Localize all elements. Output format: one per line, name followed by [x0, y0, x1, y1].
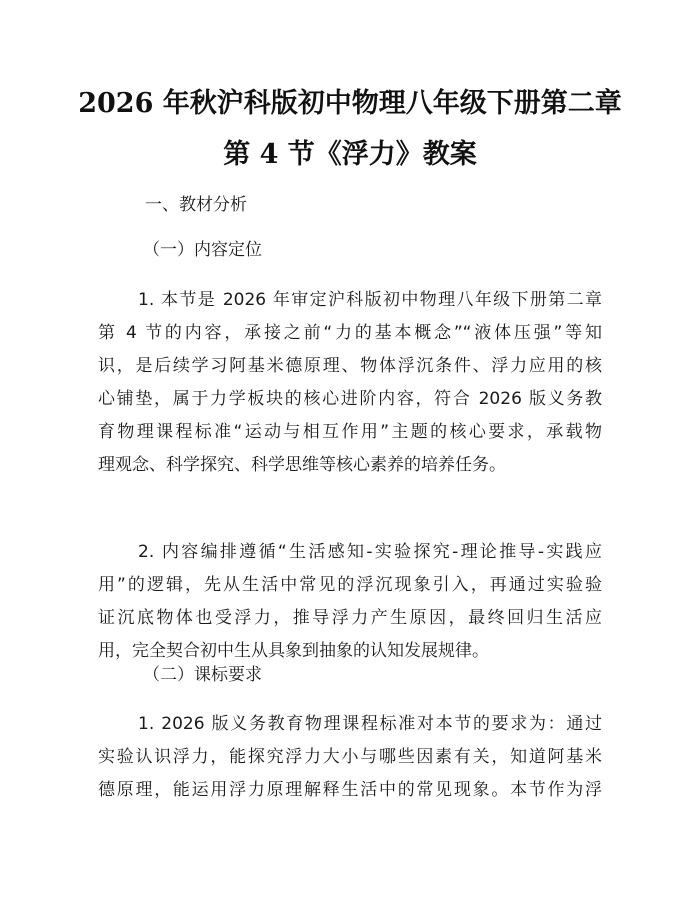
paragraph-line: 用，完全契合初中生从具象到抽象的认知发展规律。	[98, 641, 489, 661]
paragraph-line: 德原理，能运用浮力原理解释生活中的常见现象。本节作为浮	[98, 780, 602, 800]
paragraph-line: 用”的逻辑，先从生活中常见的浮沉现象引入，再通过实验验	[98, 575, 602, 595]
paragraph-line: 第 4 节的内容，承接之前“力的基本概念”“液体压强”等知	[98, 323, 602, 343]
paragraph-line: 实验认识浮力，能探究浮力大小与哪些因素有关，知道阿基米	[98, 747, 602, 767]
paragraph-line: 心铺垫，属于力学板块的核心进阶内容，符合 2026 版义务教	[98, 389, 602, 409]
paragraph-line: 1. 本节是 2026 年审定沪科版初中物理八年级下册第二章	[138, 290, 602, 310]
subsection-heading-content-positioning: （一）内容定位	[143, 240, 262, 260]
paragraph-content-positioning-2	[98, 536, 602, 668]
paragraph-line: 1. 2026 版义务教育物理课程标准对本节的要求为：通过	[138, 714, 602, 734]
document-title-line-1: 2026 年秋沪科版初中物理八年级下册第二章	[78, 88, 622, 119]
paragraph-content-positioning-1	[98, 284, 602, 482]
paragraph-line: 育物理课程标准“运动与相互作用”主题的核心要求，承载物	[98, 422, 602, 442]
paragraph-line: 2. 内容编排遵循“生活感知-实验探究-理论推导-实践应	[138, 542, 602, 562]
paragraph-line: 证沉底物体也受浮力，推导浮力产生原因，最终回归生活应	[98, 608, 602, 628]
document-title-line-2: 第 4 节《浮力》教案	[223, 139, 477, 170]
paragraph-line: 理观念、科学探究、科学思维等核心素养的培养任务。	[98, 455, 506, 475]
paragraph-line: 识，是后续学习阿基米德原理、物体浮沉条件、浮力应用的核	[98, 356, 602, 376]
section-heading-textbook-analysis: 一、教材分析	[145, 195, 247, 215]
subsection-heading-curriculum-requirements: （二）课标要求	[143, 665, 262, 685]
paragraph-curriculum-requirements-1	[98, 708, 602, 807]
